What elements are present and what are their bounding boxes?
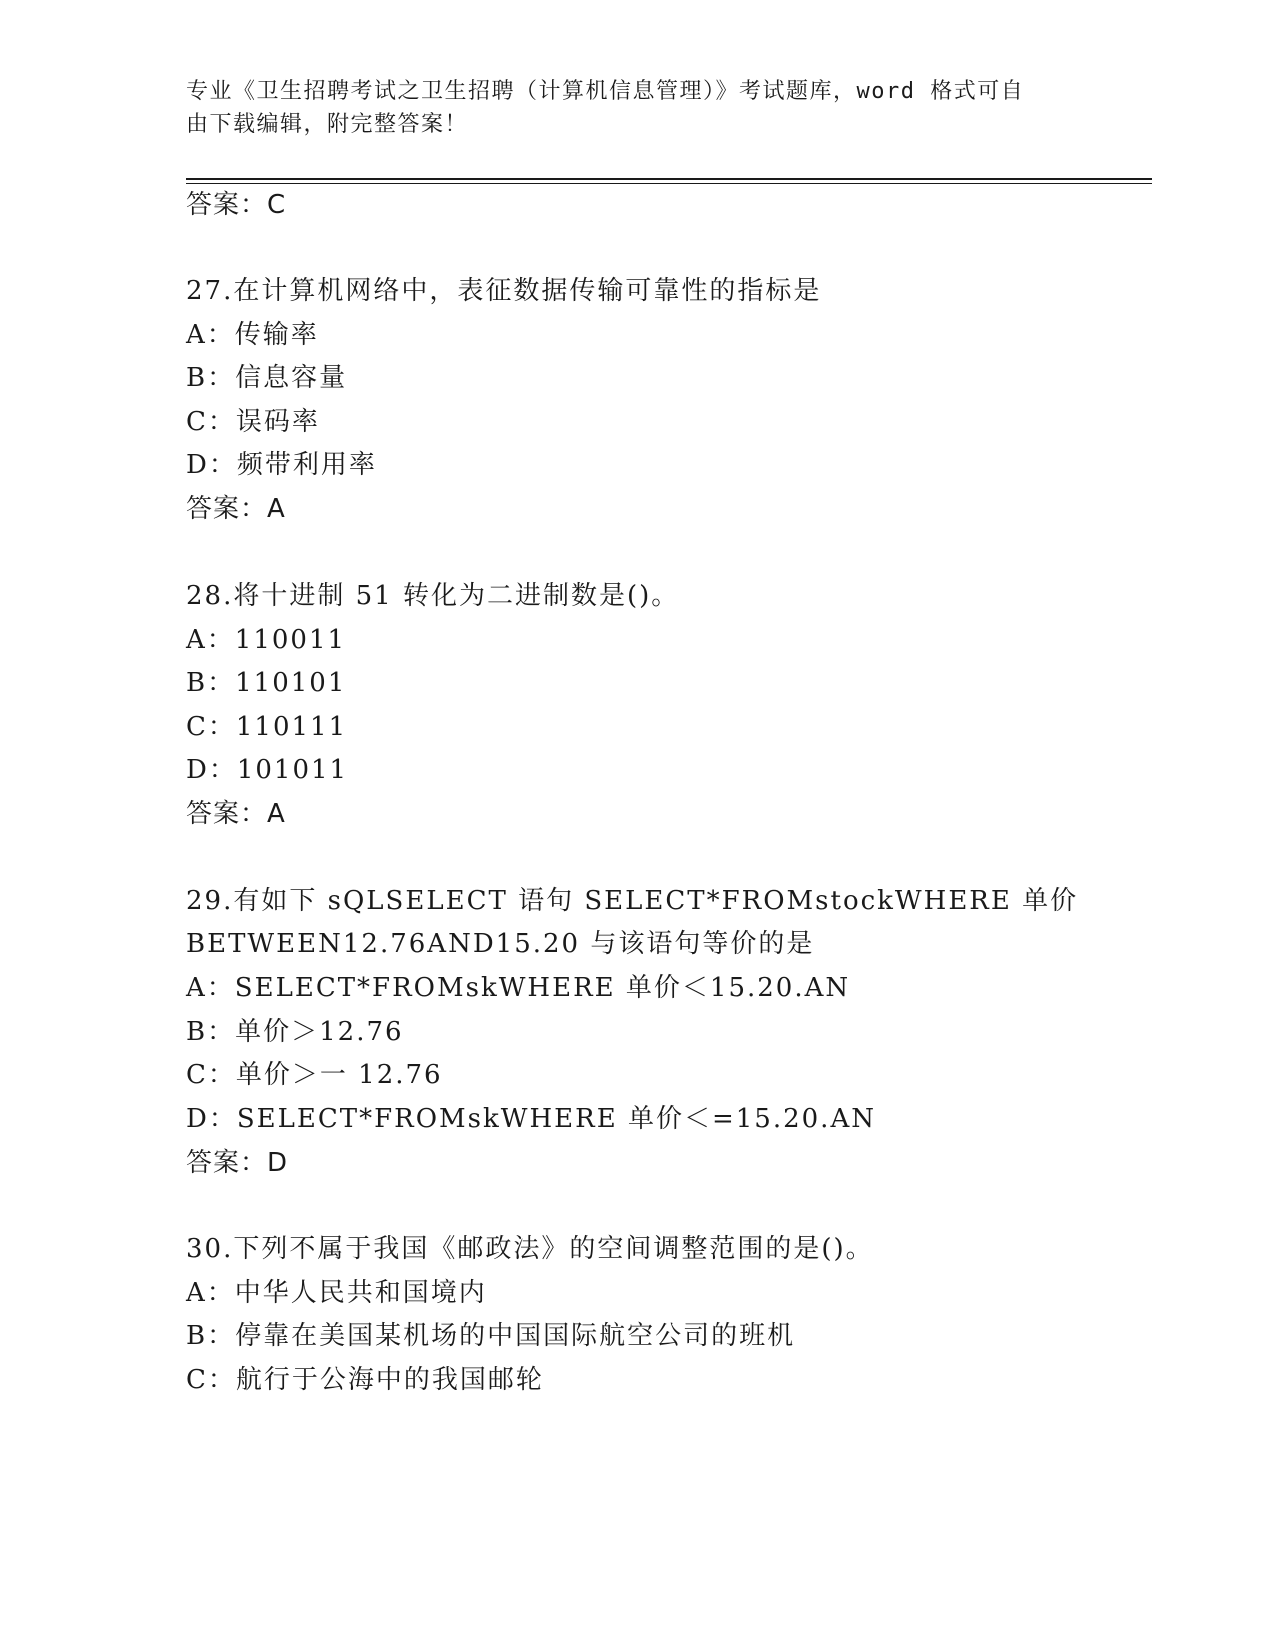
document-header [186, 75, 1066, 141]
question-30-option-a: A：中华人民共和国境内 [186, 1278, 487, 1308]
question-29-option-a: A：SELECT*FROMskWHERE 单价＜15.20.AN [186, 973, 851, 1003]
question-29-option-d: D：SELECT*FROMskWHERE 单价＜=15.20.AN [186, 1104, 876, 1134]
answer-26: 答案：C [186, 190, 287, 220]
question-27-stem: 27.在计算机网络中，表征数据传输可靠性的指标是 [186, 276, 822, 306]
answer-27: 答案：A [186, 494, 286, 524]
question-29-stem-line-2: BETWEEN12.76AND15.20 与该语句等价的是 [186, 929, 815, 959]
question-27-option-d: D：频带利用率 [186, 450, 377, 480]
question-30-option-b: B：停靠在美国某机场的中国国际航空公司的班机 [186, 1321, 796, 1351]
question-27-option-a: A：传输率 [186, 320, 319, 350]
question-27-option-b: B：信息容量 [186, 363, 348, 393]
answer-29: 答案：D [186, 1148, 289, 1178]
question-28-option-a: A：110011 [186, 625, 347, 655]
question-28-option-c: C：110111 [186, 712, 348, 742]
question-28-option-d: D：101011 [186, 755, 349, 785]
question-29-option-c: C：单价＞一 12.76 [186, 1060, 443, 1090]
question-28-option-b: B：110101 [186, 668, 347, 698]
answer-28: 答案：A [186, 799, 286, 829]
question-30-option-c: C：航行于公海中的我国邮轮 [186, 1365, 544, 1395]
question-27-option-c: C：误码率 [186, 407, 320, 437]
question-29-stem-line-1: 29.有如下 sQLSELECT 语句 SELECT*FROMstockWHERE 单价 [186, 886, 1079, 916]
header-divider-thin [186, 183, 1152, 184]
header-line-1: 专业《卫生招聘考试之卫生招聘（计算机信息管理）》考试题库，word 格式可自 [186, 79, 1025, 104]
question-28-stem: 28.将十进制 51 转化为二进制数是()。 [186, 581, 680, 611]
header-divider-thick [186, 178, 1152, 180]
question-30-stem: 30.下列不属于我国《邮政法》的空间调整范围的是()。 [186, 1234, 874, 1264]
header-line-2: 由下载编辑，附完整答案！ [186, 112, 469, 137]
question-29-option-b: B：单价＞12.76 [186, 1017, 404, 1047]
